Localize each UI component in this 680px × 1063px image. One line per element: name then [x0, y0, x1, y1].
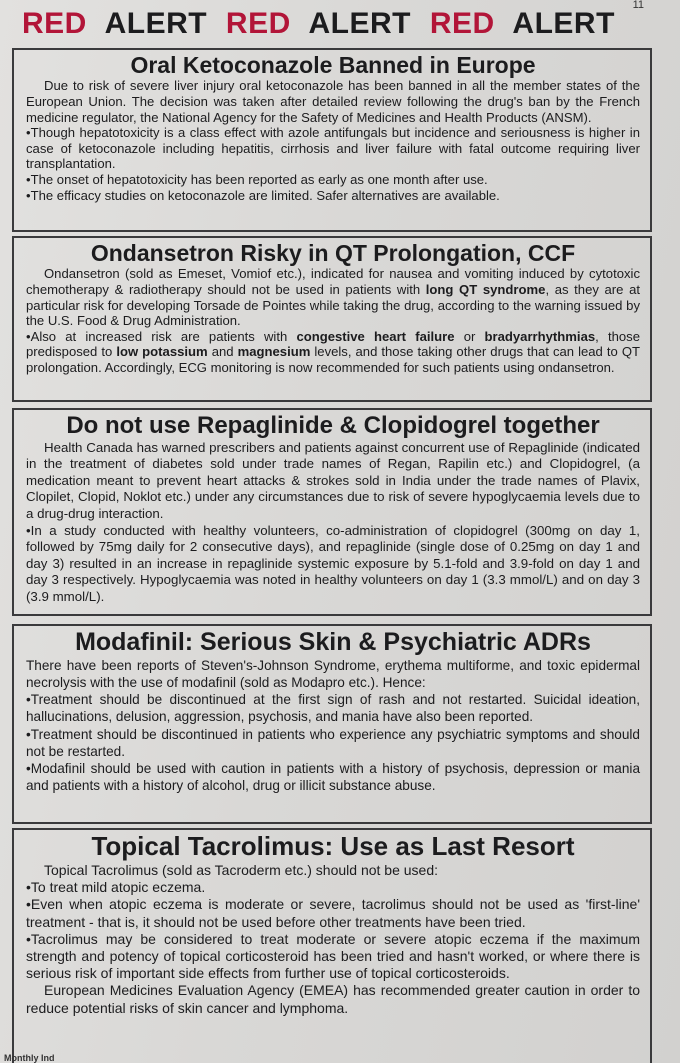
article-title: Do not use Repaglinide & Clopidogrel together [66, 412, 600, 439]
banner-word: ALERT [512, 7, 615, 40]
emphasis-text: bradyarrhythmias [484, 328, 596, 344]
text-segment: The onset of hepatotoxicity has been reported as early as one month after use. [30, 172, 488, 187]
text-segment: Even when atopic eczema is moderate or severe, tacrolimus should not be used as 'first-line' treatment - that is, it should not be used before other treatments have been tried. [26, 896, 640, 930]
text-segment: Health Canada has warned prescribers and patients against concurrent use of Repaglinide (indicated in the treatment of diabetes sold under trade names of Regan, Rapilin etc.) and Clopidogrel, (a medication meant to prevent heart attacks & strokes sold in India under the trade names of Plavix, Clopilet, Clopid, Noklot etc.) under any circumstances due to risk of severe hypoglycaemia levels due to a drug-drug interaction. [26, 439, 640, 521]
article-body [26, 862, 640, 1017]
article-body [26, 266, 640, 375]
text-segment: Treatment should be discontinued at the first sign of rash and not restarted. Suicidal ideation, hallucinations, delusion, aggression, psychosis, and mania have also been reported. [26, 692, 640, 725]
article-paragraph [26, 440, 640, 523]
bullet-point [26, 523, 640, 606]
article-tacrolimus [12, 828, 652, 1063]
text-segment: Ondansetron (sold as Emeset, Vomiof etc.), indicated for nausea and vomiting induced by cytotoxic chemotherapy & radiotherapy should not be used in patients with [26, 266, 640, 298]
banner-word: RED [225, 7, 291, 40]
bullet-point [26, 188, 640, 204]
text-segment: Treatment should be discontinued in patients who experience any psychiatric symptoms and should not be restarted. [26, 726, 640, 759]
bullet-point [26, 172, 640, 188]
text-segment: There have been reports of Steven's-Johnson Syndrome, erythema multiforme, and toxic epidermal necrolysis with the use of modafinil (sold as Modapro etc.). Hence: [26, 657, 640, 690]
article-paragraph [26, 266, 640, 328]
emphasis-text: long QT syndrome [425, 282, 546, 298]
text-segment: , those predisposed to [26, 328, 640, 360]
text-segment: The efficacy studies on ketoconazole are limited. Safer alternatives are available. [30, 187, 500, 203]
article-body [26, 657, 640, 795]
article-title: Modafinil: Serious Skin & Psychiatric ADRs [75, 628, 591, 656]
page-number: 11 [632, 0, 644, 11]
text-segment: In a study conducted with healthy volunteers, co-administration of clopidogrel (300mg on day 1, followed by 75mg daily for 2 consecutive days), and repaglinide (single dose of 0.25mg on day 1 and day 3) resulted in an increase in repaglinide systemic exposure by 5.1-fold and 3.9-fold on day 1 and day 3 respectively. Hypoglycaemia was noted in healthy volunteers on day 1 (3.3 mmol/L) and on day 3 (3.9 mmol/L). [26, 522, 640, 604]
text-segment: or [454, 328, 485, 344]
text-segment: levels, and those taking other drugs that can lead to QT prolongation. Accordingly, ECG monitoring is now recommended for such patients using ondansetron. [26, 344, 640, 375]
article-body [26, 440, 640, 606]
text-segment: To treat mild atopic eczema. [30, 879, 206, 896]
banner-word: ALERT [308, 7, 411, 40]
article-ondansetron [12, 236, 652, 402]
text-segment: and [207, 344, 238, 360]
article-repaglinide-clopidogrel [12, 408, 652, 616]
text-segment: Tacrolimus may be considered to treat moderate or severe atopic eczema if the maximum strength and potency of topical corticosteroid has been tried and hasn't worked, or where there is serious risk of important side effects from further use of topical corticosteroids. [26, 930, 640, 982]
text-segment: Modafinil should be used with caution in patients with a history of psychosis, depression or mania and patients with a history of alcohol, drug or illicit substance abuse. [26, 760, 640, 794]
article-title: Ondansetron Risky in QT Prolongation, CCF [90, 240, 576, 266]
bullet-point [26, 329, 640, 376]
bullet-point [26, 726, 640, 760]
red-alert-banner [22, 4, 652, 44]
text-segment: Though hepatotoxicity is a class effect with azole antifungals but incidence and seriousness is higher in case of ketoconazole including hepatitis, cirrhosis and liver failure with fatal outcome requiring liver transplantation. [26, 125, 640, 172]
article-paragraph [26, 862, 640, 879]
footer-text: Monthly Ind [4, 1053, 55, 1063]
emphasis-text: magnesium [237, 344, 311, 360]
text-segment: , as they are at particular risk for developing Torsade de Pointes while taking the drug, according to the warning issued by the U.S. Food & Drug Administration. [26, 282, 640, 329]
bullet-point [26, 896, 640, 930]
bullet-point [26, 125, 640, 172]
bullet-point [26, 691, 640, 725]
article-title: Topical Tacrolimus: Use as Last Resort [91, 831, 575, 861]
emphasis-text: congestive heart failure [296, 328, 455, 344]
article-paragraph [26, 657, 640, 691]
text-segment: Also at increased risk are patients with [30, 328, 297, 344]
article-ketoconazole [12, 48, 652, 232]
article-paragraph [26, 78, 640, 125]
emphasis-text: low potassium [116, 344, 208, 360]
banner-word: RED [429, 7, 495, 40]
text-segment: Due to risk of severe liver injury oral ketoconazole has been banned in all the member states of the European Union. The decision was taken after detailed review following the drug's ban by the French medicine regulator, the National Agency for the Safety of Medicines and Health Products (ANSM). [26, 78, 640, 125]
article-paragraph [26, 982, 640, 1016]
bullet-point [26, 931, 640, 983]
text-segment: Topical Tacrolimus (sold as Tacroderm etc.) should not be used: [44, 861, 439, 878]
text-segment: European Medicines Evaluation Agency (EMEA) has recommended greater caution in order to reduce potential risks of skin cancer and lymphoma. [26, 982, 640, 1016]
banner-word: RED [22, 7, 87, 40]
banner-word: ALERT [104, 7, 208, 40]
bullet-point [26, 760, 640, 794]
article-title: Oral Ketoconazole Banned in Europe [130, 52, 536, 78]
bullet-point [26, 879, 640, 896]
article-modafinil [12, 624, 652, 824]
article-body [26, 78, 640, 203]
